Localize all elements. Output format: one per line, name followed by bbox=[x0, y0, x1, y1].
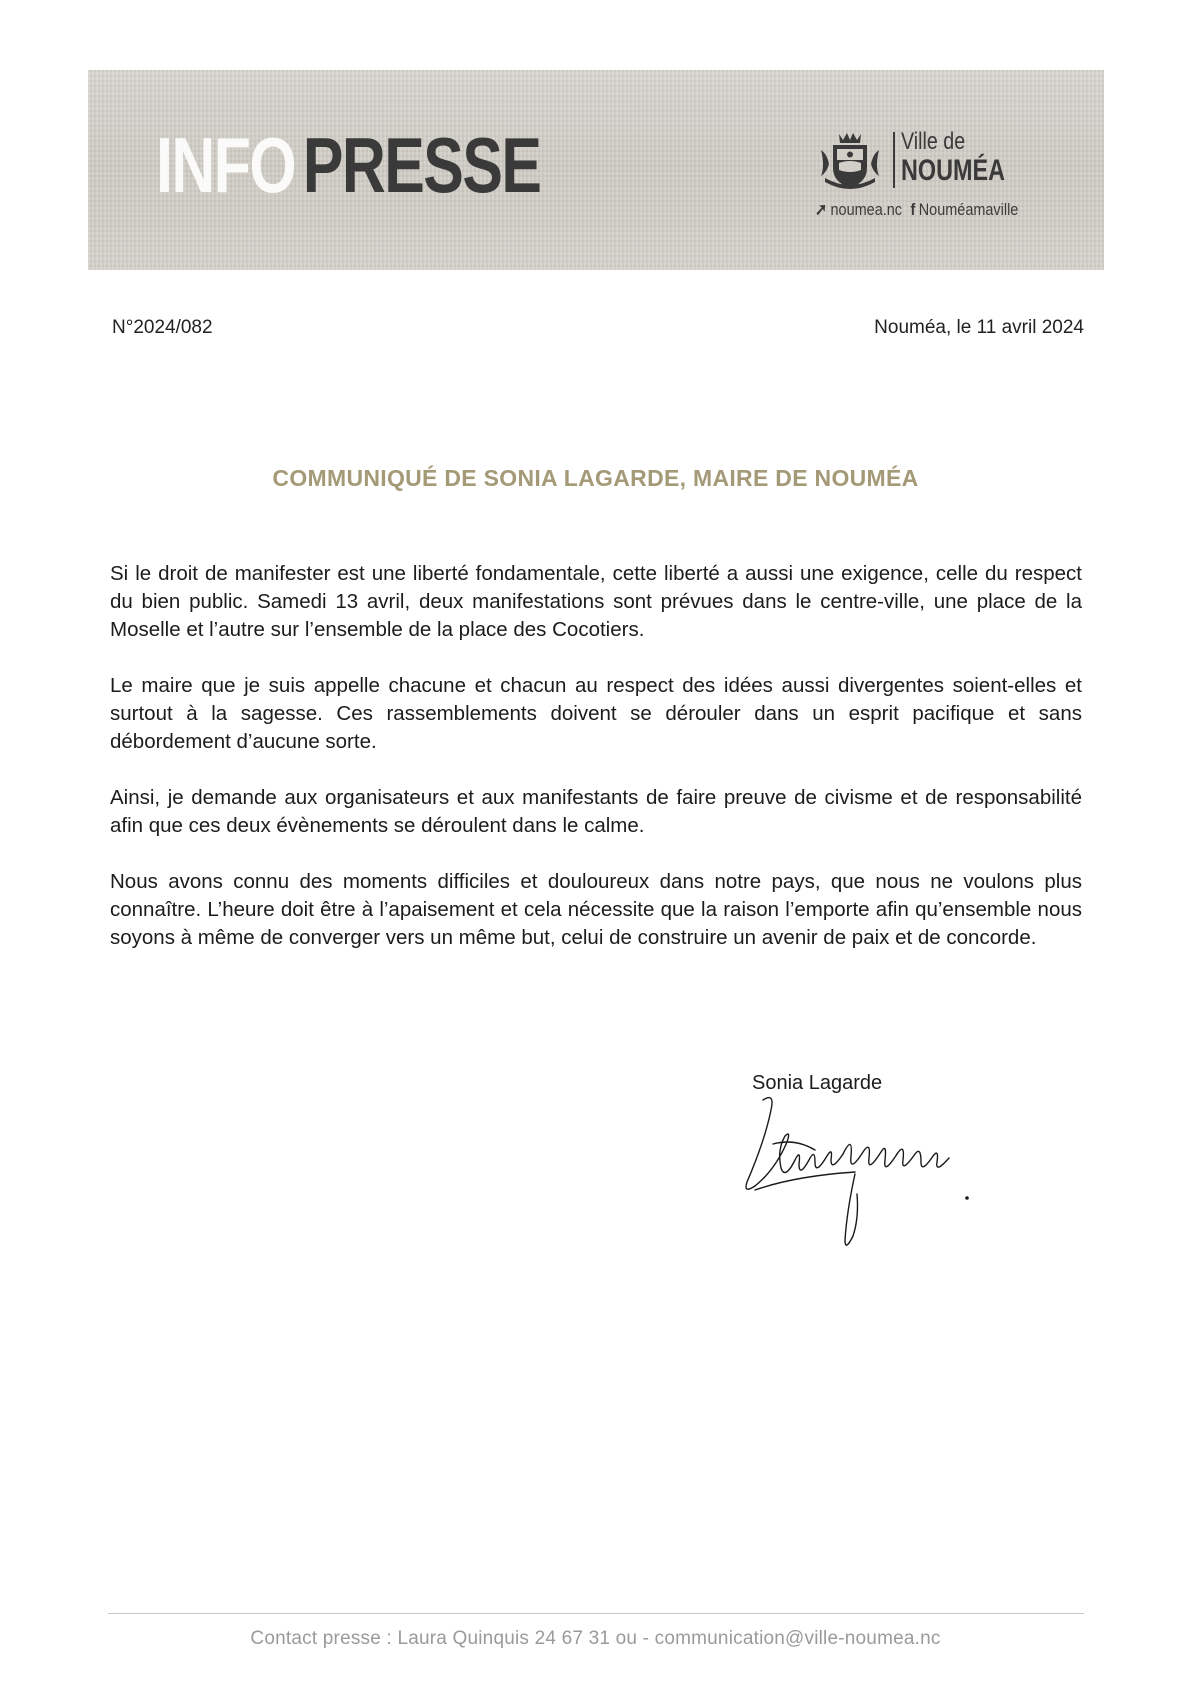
press-release-date: Nouméa, le 11 avril 2024 bbox=[874, 317, 1084, 338]
press-contact: Contact presse : Laura Quinquis 24 67 31 ou - communication@ville-noumea.nc bbox=[250, 1628, 941, 1649]
title-presse-word: PRESSE bbox=[302, 120, 541, 209]
footer-divider bbox=[108, 1613, 1084, 1614]
coat-of-arms-icon bbox=[815, 130, 885, 192]
social-links bbox=[815, 200, 1018, 220]
web-arrow-icon: ➚ bbox=[815, 200, 828, 219]
body-paragraph: Nous avons connu des moments difficiles et douloureux dans notre pays, que nous ne voulons plus connaître. L’heure doit être à l’apaisement et cela nécessite que la raison l’emporte afin qu’ensemble nous soyons à même de converger vers un même but, celui de construire un avenir de paix et de concorde. bbox=[110, 870, 1082, 949]
body-paragraph: Le maire que je suis appelle chacune et chacun au respect des idées aussi divergentes soient-elles et surtout à la sagesse. Ces rassemblements doivent se dérouler dans un esprit pacifique et sans débordement d’aucune sorte. bbox=[110, 674, 1082, 753]
title-info-word: INFO bbox=[156, 120, 296, 209]
info-presse-title bbox=[156, 120, 540, 210]
ville-de-noumea-logo bbox=[815, 124, 1065, 224]
body-paragraph: Si le droit de manifester est une liberté fondamentale, cette liberté a aussi une exigence, celle du respect du bien public. Samedi 13 avril, deux manifestations sont prévues dans le centre-ville, une place de la Moselle et l’autre sur l’ensemble de la place des Cocotiers. bbox=[110, 562, 1082, 641]
press-release-number: N°2024/082 bbox=[112, 317, 213, 338]
body-paragraph: Ainsi, je demande aux organisateurs et aux manifestants de faire preuve de civisme et de responsabilité afin que ces deux évènements se déroulent dans le calme. bbox=[110, 786, 1082, 837]
noumea-logo-text: NOUMÉA bbox=[901, 154, 1006, 187]
website-link[interactable]: noumea.nc bbox=[830, 200, 903, 219]
header-banner bbox=[88, 70, 1104, 270]
logo-divider bbox=[893, 132, 895, 188]
facebook-icon: f bbox=[910, 200, 916, 219]
ville-de-text: Ville de bbox=[901, 128, 966, 155]
facebook-link[interactable]: Nouméamaville bbox=[918, 200, 1019, 219]
handwritten-signature bbox=[735, 1090, 985, 1250]
signatory-name: Sonia Lagarde bbox=[752, 1072, 883, 1094]
document-body bbox=[110, 560, 1082, 980]
page-title: COMMUNIQUÉ DE SONIA LAGARDE, MAIRE DE NOUMÉA bbox=[272, 465, 919, 491]
